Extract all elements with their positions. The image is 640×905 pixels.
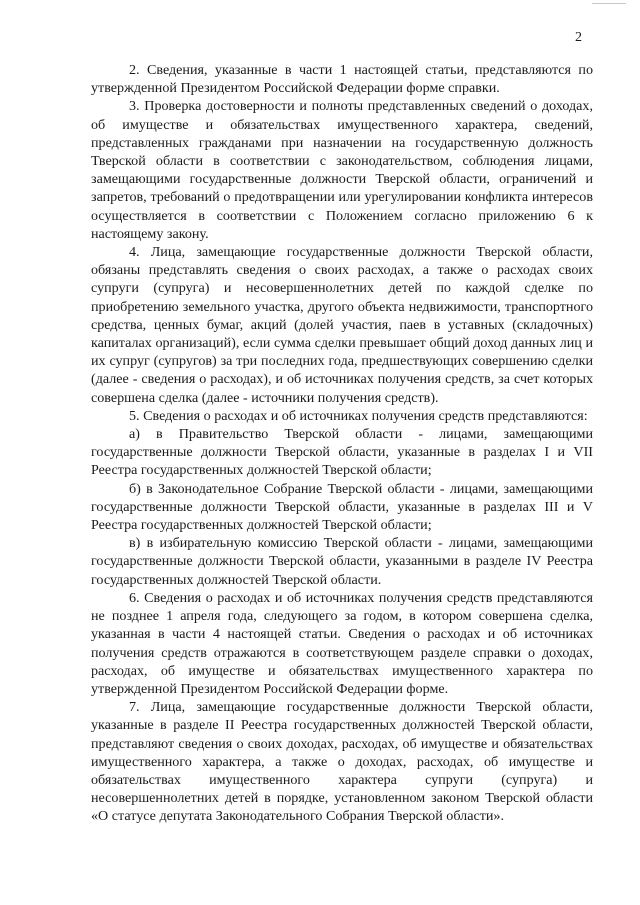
paragraph-section-5: 5. Сведения о расходах и об источниках получения средств представляются:: [129, 407, 588, 424]
paragraph-item-v: в) в избирательную комиссию Тверской области - лицами, замещающими государственные должности Тверской области, указанными в разделе IV Реестра государственных должностей Тверской области.: [91, 535, 593, 588]
paragraph-section-2: 2. Сведения, указанные в части 1 настоящей статьи, представляются по утвержденной Президентом Российской Федерации форме справки.: [91, 62, 593, 97]
paragraph-item-b: б) в Законодательное Собрание Тверской области - лицами, замещающими государственные должности Тверской области, указанные в разделах III и V Реестра государственных должностей Тверской области;: [91, 480, 593, 534]
paragraph-item-a: а) в Правительство Тверской области - лицами, замещающими государственные должности Тверской области, указанные в разделах I и VII Реестра государственных должностей Тверской области;: [91, 426, 593, 479]
page-number: 2: [575, 30, 582, 45]
paragraph-section-7: 7. Лица, замещающие государственные должности Тверской области, указанные в разделе II Реестра государственных должностей Тверской области, представляют сведения о своих доходах, расходах, об имуществе и обязательствах имущественного характера, а также о доходах, расходах, об имуществе и обязательствах имущественного характера супруги (супруга) и несовершеннолетних детей в порядке, установленном законом Тверской области «О статусе депутата Законодательного Собрания Тверской области».: [91, 699, 593, 825]
paragraph-section-6: 6. Сведения о расходах и об источниках получения средств представляются не позднее 1 апреля года, следующего за годом, в котором совершена сделка, указанная в части 4 настоящей статьи. Сведения о расходах и об источниках получения средств отражаются в соответствующем разделе справки о доходах, расходах, об имуществе и обязательствах имущественного характера по утвержденной Президентом Российской Федерации форме.: [91, 589, 593, 697]
scan-corner-mark: [592, 0, 626, 4]
document-body: [91, 61, 593, 826]
paragraph-section-3: 3. Проверка достоверности и полноты представленных сведений о доходах, об имуществе и обязательствах имущественного характера, сведений, представленных гражданами при назначении на государственную должность Тверской области в соответствии с законодательством, соблюдения лицами, замещающими государственные должности Тверской области, ограничений и запретов, требований о предотвращении или урегулировании конфликта интересов осуществляется в соответствии с Положением согласно приложению 6 к настоящему закону.: [91, 98, 593, 242]
paragraph-section-4: 4. Лица, замещающие государственные должности Тверской области, обязаны представлять сведения о своих расходах, а также о расходах своих супруги (супруга) и несовершеннолетних детей по каждой сделке по приобретению земельного участка, другого объекта недвижимости, транспортного средства, ценных бумаг, акций (долей участия, паев в уставных (складочных) капиталах организаций), если сумма сделки превышает общий доход данных лиц и их супруг (супругов) за три последних года, предшествующих совершению сделки (далее - сведения о расходах), и об источниках получения средств, за счет которых совершена сделка (далее - источники получения средств).: [91, 244, 593, 406]
